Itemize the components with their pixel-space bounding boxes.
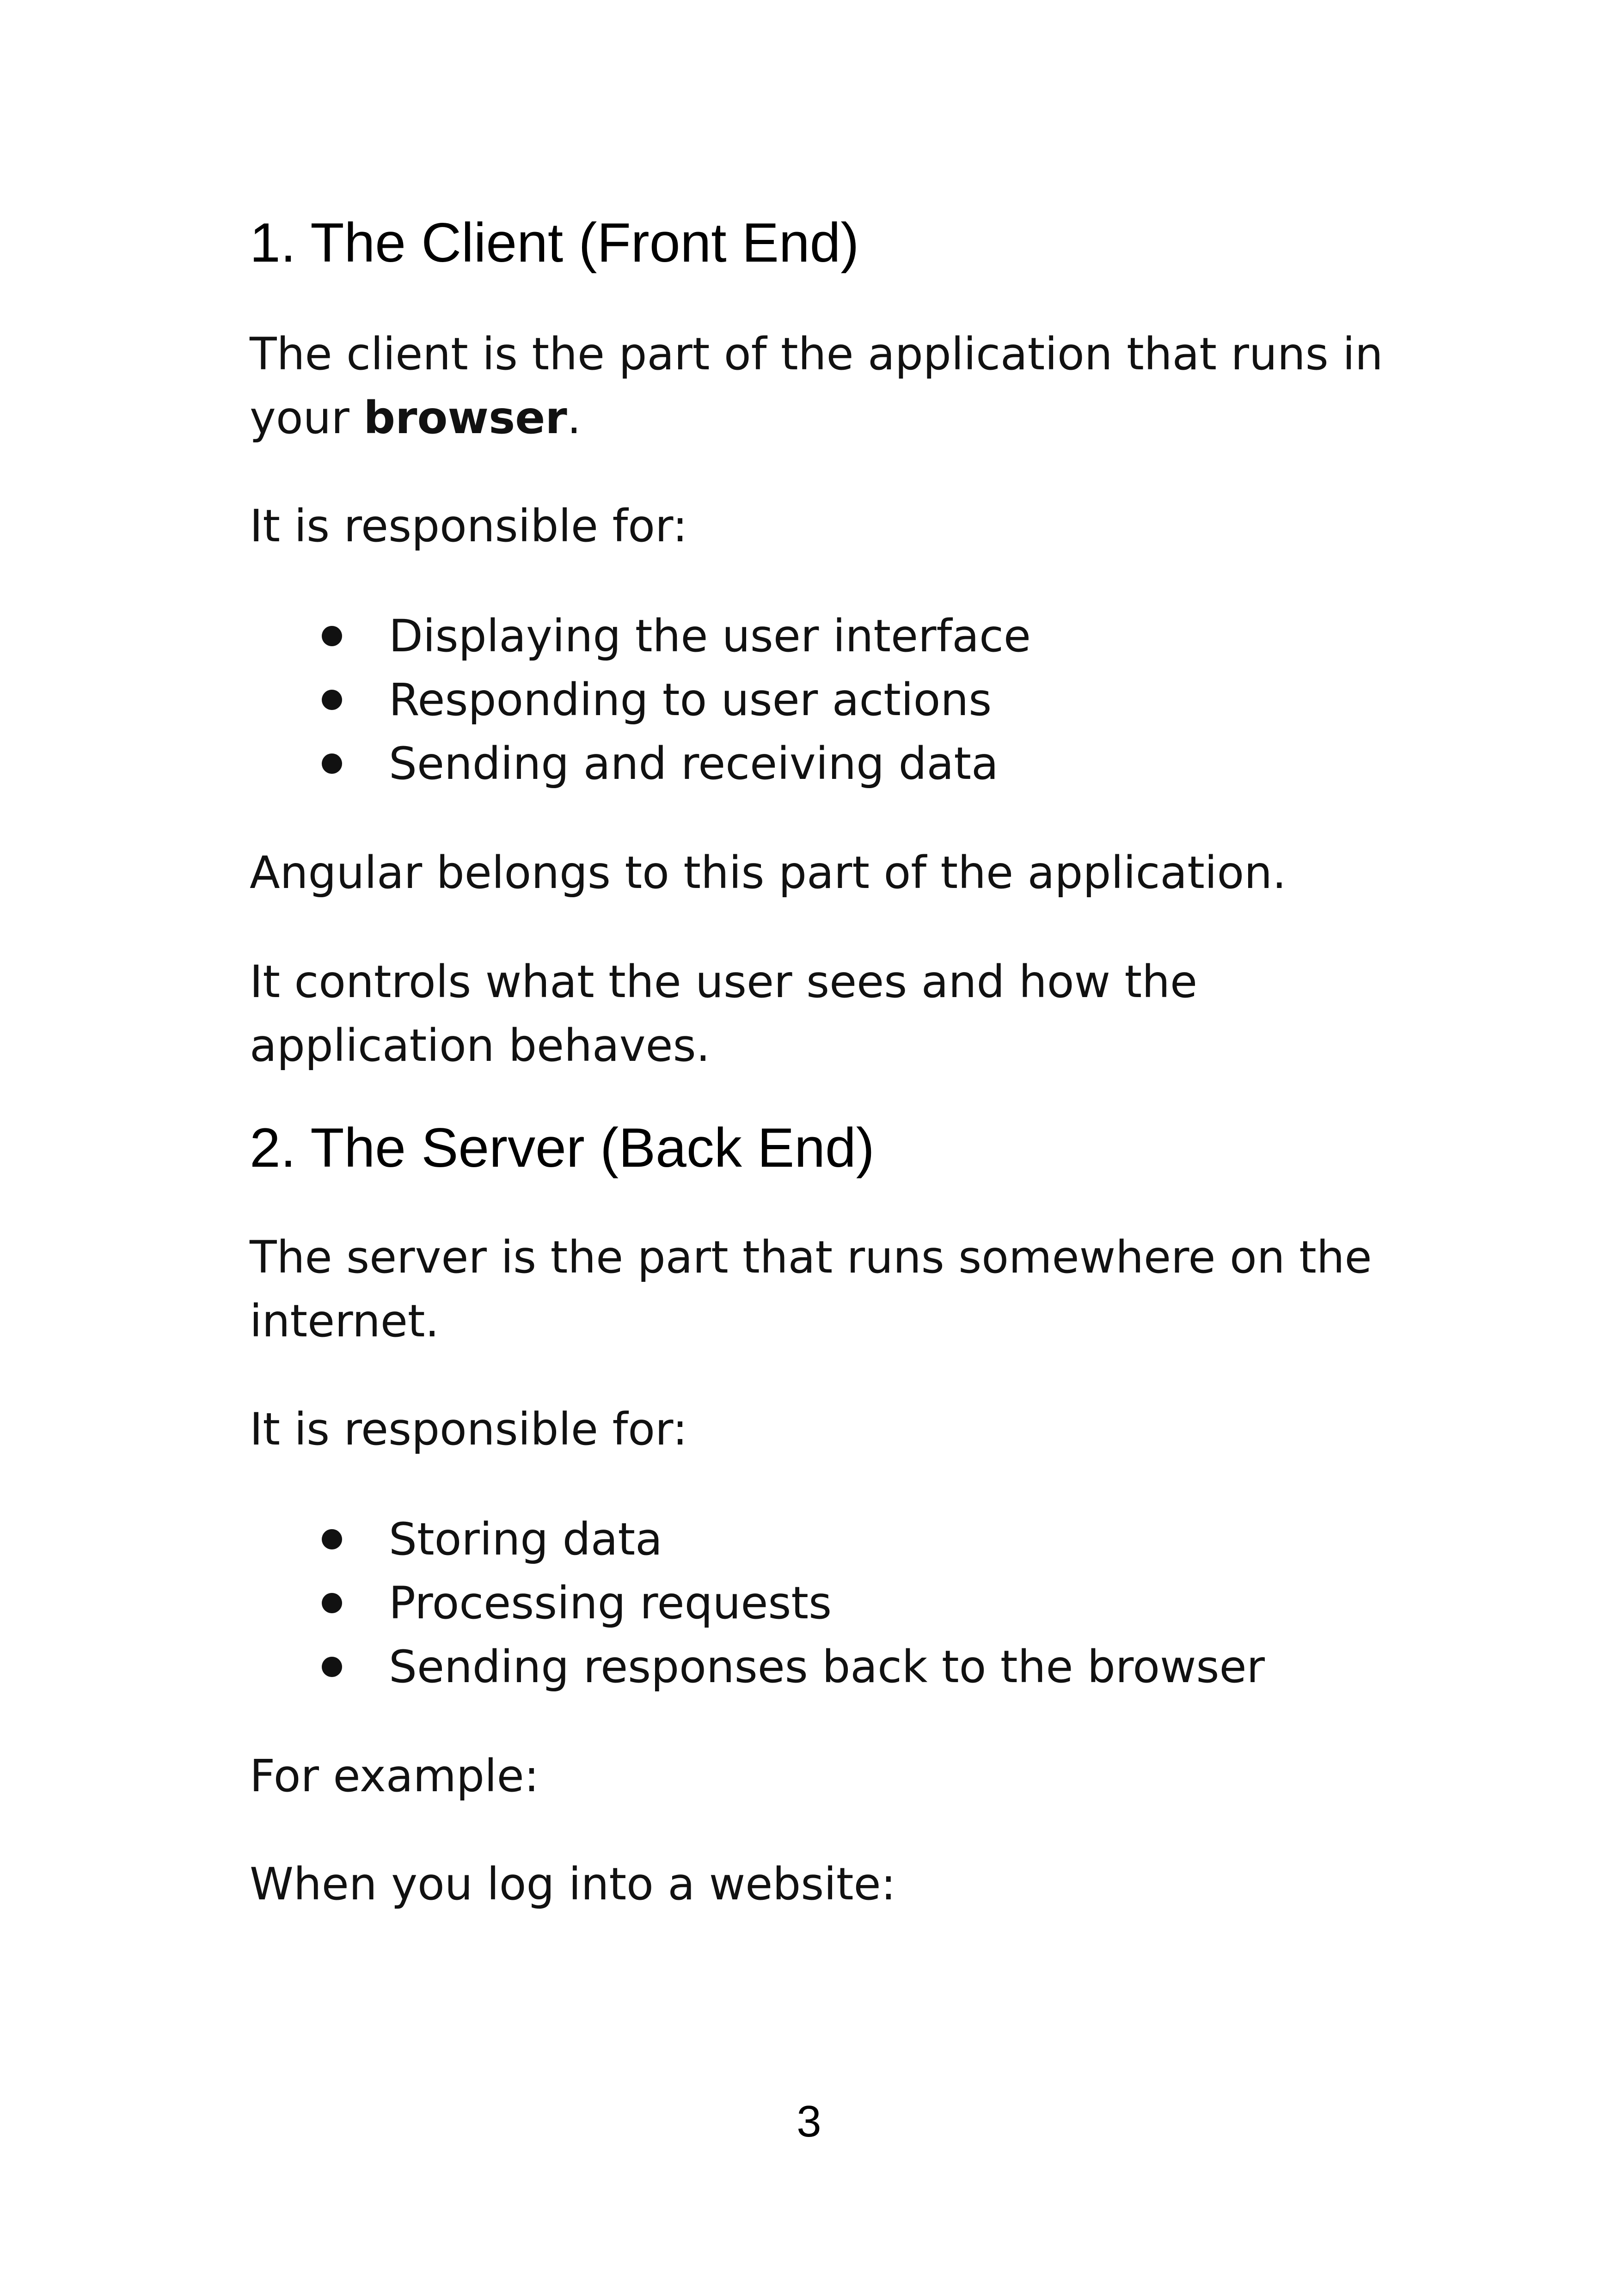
list-item-text: Storing data [389,1513,662,1565]
server-responsibilities-list [250,1507,1415,1699]
server-responsible-label: It is responsible for: [250,1403,688,1455]
list-item-text: Responding to user actions [389,674,992,726]
client-intro-period: . [567,392,582,444]
controls-note-paragraph: It controls what the user sees and how the application behaves. [250,956,1198,1071]
list-item [250,604,1415,668]
client-section-heading: 1. The Client (Front End) [250,212,859,274]
login-text-paragraph: When you log into a website: [250,1858,896,1910]
bullet-icon [322,753,342,774]
bullet-icon [322,1529,342,1549]
bullet-icon [322,626,342,646]
example-label-paragraph: For example: [250,1750,539,1802]
client-intro-bold-word: browser [363,392,567,444]
bullet-icon [322,690,342,710]
client-responsible-label: It is responsible for: [250,500,688,552]
list-item-text: Displaying the user interface [389,610,1031,662]
list-item [250,732,1415,796]
bullet-icon [322,1657,342,1677]
server-section-heading: 2. The Server (Back End) [250,1117,875,1179]
angular-note-paragraph: Angular belongs to this part of the application. [250,847,1287,899]
page-number: 3 [797,2097,821,2146]
list-item-text: Sending responses back to the browser [389,1641,1265,1693]
client-intro-text: The client is the part of the application that runs in your [250,328,1383,444]
bullet-icon [322,1593,342,1613]
page-content [250,210,1415,1916]
server-intro-paragraph: The server is the part that runs somewhere on the internet. [250,1231,1372,1347]
list-item-text: Sending and receiving data [389,738,999,790]
client-responsibilities-list [250,604,1415,796]
list-item [250,1635,1415,1699]
list-item [250,1571,1415,1635]
client-intro-paragraph [250,322,1415,450]
list-item [250,1507,1415,1571]
list-item-text: Processing requests [389,1577,832,1629]
list-item [250,668,1415,732]
